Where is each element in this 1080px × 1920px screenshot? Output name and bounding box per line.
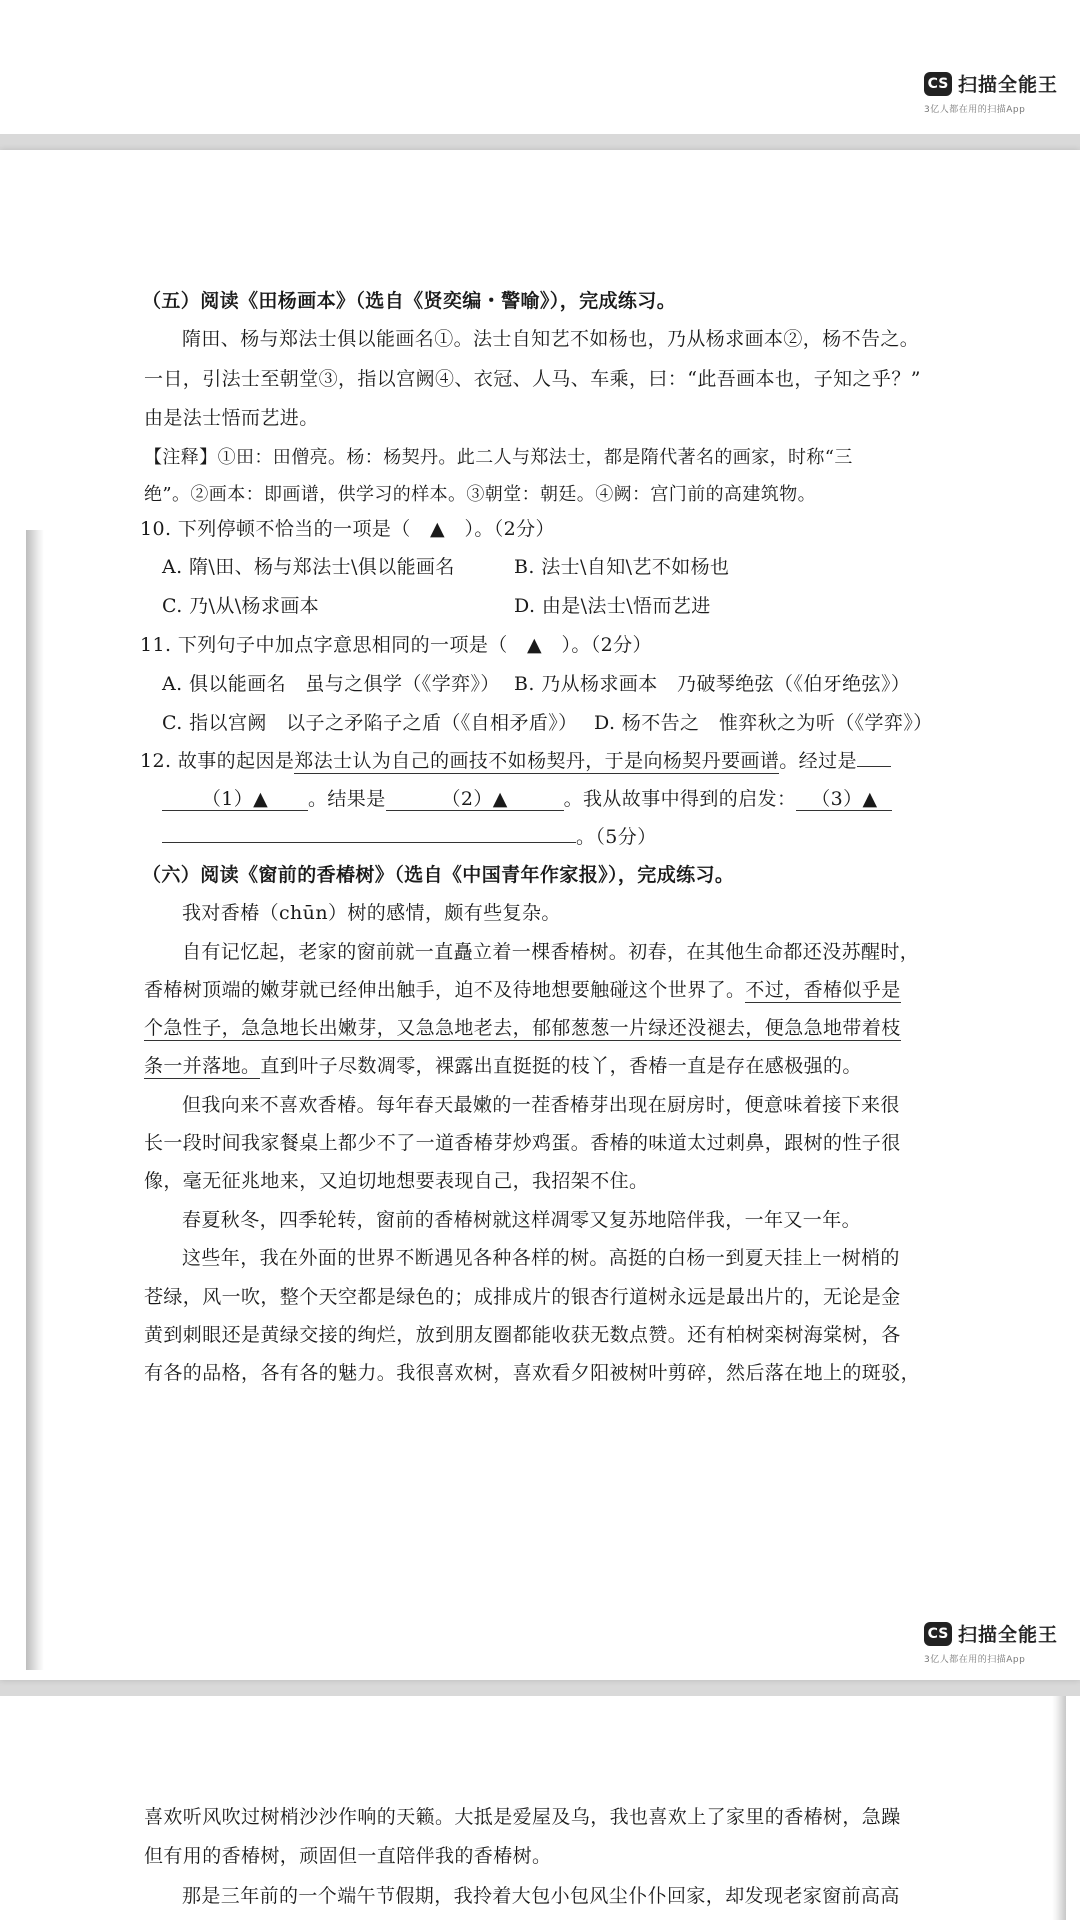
q10-option-d: D. 由是\法士\悟而艺进 xyxy=(514,595,711,617)
brand-name: 扫描全能王 xyxy=(957,1624,1058,1646)
article-line: 喜欢听风吹过树梢沙沙作响的天籁。大抵是爱屋及乌，我也喜欢上了家里的香椿树，急躁 xyxy=(144,1806,901,1828)
article-line: 苍绿，风一吹，整个天空都是绿色的；成排成片的银杏行道树永远是最出片的，无论是金 xyxy=(144,1286,901,1308)
camscanner-logo-icon: CS xyxy=(924,1622,952,1646)
q12-insight: 。我从故事中得到的启发： xyxy=(563,788,797,810)
article-line: 黄到刺眼还是黄绿交接的绚烂，放到朋友圈都能收获无数点赞。还有柏树栾树海棠树，各 xyxy=(144,1324,901,1346)
notes-line: 绝”。②画本：即画谱，供学习的样本。③朝堂：朝廷。④阙：宫门前的高建筑物。 xyxy=(144,484,816,505)
q12-end: 。（5分） xyxy=(576,826,657,848)
camscanner-logo-icon: CS xyxy=(924,72,952,96)
passage-line: 由是法士悟而艺进。 xyxy=(144,407,319,429)
article-text: 直到叶子尽数凋零，裸露出直挺挺的枝丫，香椿一直是存在感极强的。 xyxy=(260,1055,862,1077)
page-edge-shadow xyxy=(1052,1696,1066,1920)
q12-underlined-cause: 郑法士认为自己的画技不如杨契丹，于是向杨契丹要画谱 xyxy=(294,750,780,772)
q12-blank-tail[interactable] xyxy=(857,766,891,767)
q11-option-c: C. 指以宫阙 以子之矛陷子之盾（《自相矛盾》） xyxy=(162,712,578,734)
question-12-line1 xyxy=(140,748,891,774)
q12-answer-blank-3[interactable]: （3）▲ xyxy=(796,788,892,811)
brand-name: 扫描全能王 xyxy=(957,74,1058,96)
underlined-sentence: 不过，香椿似乎是 xyxy=(745,979,901,1001)
section5-title: （五）阅读《田杨画本》（选自《贤奕编・警喻》），完成练习。 xyxy=(142,290,677,312)
article-line: 长一段时间我家餐桌上都少不了一道香椿芽炒鸡蛋。香椿的味道太过刺鼻，跟树的性子很 xyxy=(144,1132,901,1154)
underlined-sentence: 条一并落地。 xyxy=(144,1055,261,1077)
q12-mid: 。经过是 xyxy=(779,750,857,772)
scan-page-main xyxy=(0,150,1080,1680)
article-text: 香椿树顶端的嫩芽就已经伸出触手，迫不及待地想要触碰这个世界了。 xyxy=(144,979,746,1001)
article-line xyxy=(144,977,901,1003)
q10-option-b: B. 法士\自知\艺不如杨也 xyxy=(514,556,730,578)
q12-answer-blank-3-cont[interactable] xyxy=(162,842,576,843)
q12-answer-blank-1[interactable]: （1）▲ xyxy=(162,788,308,811)
q11-option-b: B. 乃从杨求画本 乃破琴绝弦（《伯牙绝弦》） xyxy=(514,673,911,695)
question-10-stem: 10. 下列停顿不恰当的一项是（ ▲ ）。（2分） xyxy=(140,518,555,540)
question-12-line2 xyxy=(162,786,892,812)
passage-line: 隋田、杨与郑法士俱以能画名①。法士自知艺不如杨也，乃从杨求画本②，杨不告之。 xyxy=(182,328,920,350)
article-line: 但有用的香椿树，顽固但一直陪伴我的香椿树。 xyxy=(144,1845,552,1867)
q11-option-d: D. 杨不告之 惟弈秋之为听（《学弈》） xyxy=(594,712,933,734)
q12-prefix: 12. 故事的起因是 xyxy=(140,750,295,772)
article-line: 那是三年前的一个端午节假期，我拎着大包小包风尘仆仆回家，却发现老家窗前高高 xyxy=(182,1885,900,1907)
question-11-stem: 11. 下列句子中加点字意思相同的一项是（ ▲ ）。（2分） xyxy=(140,634,652,656)
article-paragraph: 我对香椿（chūn）树的感情，颇有些复杂。 xyxy=(182,902,561,924)
question-12-line3 xyxy=(162,824,657,850)
underlined-sentence: 个急性子，急急地长出嫩芽，又急急地老去，郁郁葱葱一片绿还没褪去，便急急地带着枝 xyxy=(144,1017,901,1039)
q10-option-c: C. 乃\从\杨求画本 xyxy=(162,595,320,617)
article-line: 有各的品格，各有各的魅力。我很喜欢树，喜欢看夕阳被树叶剪碎，然后落在地上的斑驳， xyxy=(144,1362,921,1384)
scan-page-next xyxy=(0,1696,1080,1920)
q12-answer-blank-2[interactable]: （2）▲ xyxy=(386,788,564,811)
article-line: 像，毫无征兆地来，又迫切地想要表现自己，我招架不住。 xyxy=(144,1170,649,1192)
notes-line: 【注释】①田：田僧亮。杨：杨契丹。此二人与郑法士，都是隋代著名的画家，时称“三 xyxy=(144,447,853,468)
camscanner-watermark-top xyxy=(924,70,1058,115)
q10-option-a: A. 隋\田、杨与郑法士\俱以能画名 xyxy=(162,556,455,578)
article-line: 这些年，我在外面的世界不断遇见各种各样的树。高挺的白杨一到夏天挂上一树梢的 xyxy=(182,1247,900,1269)
article-paragraph: 春夏秋冬，四季轮转，窗前的香椿树就这样凋零又复苏地陪伴我，一年又一年。 xyxy=(182,1209,862,1231)
section6-title: （六）阅读《窗前的香椿树》（选自《中国青年作家报》），完成练习。 xyxy=(142,864,735,886)
article-line: 但我向来不喜欢香椿。每年春天最嫩的一茬香椿芽出现在厨房时，便意味着接下来很 xyxy=(182,1094,900,1116)
article-line: 自有记忆起，老家的窗前就一直矗立着一棵香椿树。初春，在其他生命都还没苏醒时， xyxy=(182,941,920,963)
passage-line: 一日，引法士至朝堂③，指以宫阙④、衣冠、人马、车乘，曰：“此吾画本也，子知之乎？” xyxy=(144,368,921,390)
q11-option-a: A. 俱以能画名 虽与之俱学（《学弈》） xyxy=(162,673,500,695)
brand-tagline: 3亿人都在用的扫描App xyxy=(923,105,1026,115)
page-edge-shadow xyxy=(26,530,44,1670)
article-line xyxy=(144,1053,862,1079)
camscanner-watermark-bottom xyxy=(924,1620,1058,1665)
q12-result: 。结果是 xyxy=(308,788,386,810)
scan-page-top xyxy=(0,0,1080,134)
brand-tagline: 3亿人都在用的扫描App xyxy=(923,1655,1026,1665)
article-line xyxy=(144,1015,901,1041)
